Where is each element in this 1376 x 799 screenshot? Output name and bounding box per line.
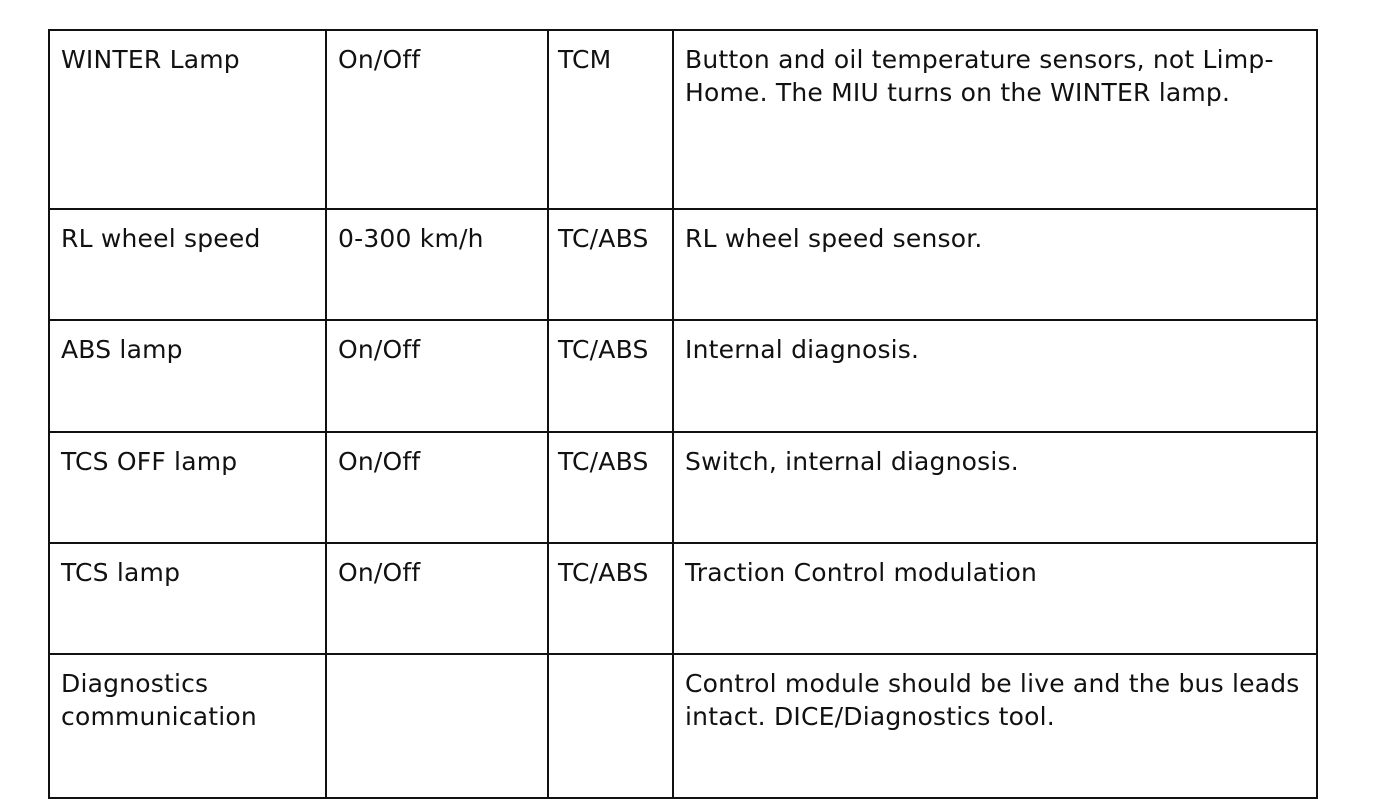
signal-cell: TCS OFF lamp — [49, 432, 326, 543]
source-cell: TC/ABS — [548, 432, 673, 543]
description-cell: Switch, internal diagnosis. — [673, 432, 1317, 543]
signal-cell: ABS lamp — [49, 320, 326, 432]
range-cell — [326, 654, 548, 798]
source-cell: TCM — [548, 30, 673, 209]
range-cell: 0-300 km/h — [326, 209, 548, 320]
range-cell: On/Off — [326, 543, 548, 654]
description-cell: Control module should be live and the bus leads intact. DICE/Diagnostics tool. — [673, 654, 1317, 798]
table-row — [49, 654, 1317, 798]
description-cell: Internal diagnosis. — [673, 320, 1317, 432]
signal-cell: RL wheel speed — [49, 209, 326, 320]
source-cell — [548, 654, 673, 798]
description-cell: Button and oil temperature sensors, not Limp-Home. The MIU turns on the WINTER lamp. — [673, 30, 1317, 209]
table-row — [49, 320, 1317, 432]
table-row — [49, 30, 1317, 209]
source-cell: TC/ABS — [548, 543, 673, 654]
signal-cell: WINTER Lamp — [49, 30, 326, 209]
table-row — [49, 432, 1317, 543]
range-cell: On/Off — [326, 30, 548, 209]
source-cell: TC/ABS — [548, 209, 673, 320]
range-cell: On/Off — [326, 432, 548, 543]
description-cell: Traction Control modulation — [673, 543, 1317, 654]
range-cell: On/Off — [326, 320, 548, 432]
description-cell: RL wheel speed sensor. — [673, 209, 1317, 320]
table-row — [49, 543, 1317, 654]
source-cell: TC/ABS — [548, 320, 673, 432]
signal-cell: Diagnostics communication — [49, 654, 326, 798]
table-row — [49, 209, 1317, 320]
signal-cell: TCS lamp — [49, 543, 326, 654]
signal-table — [48, 29, 1318, 799]
